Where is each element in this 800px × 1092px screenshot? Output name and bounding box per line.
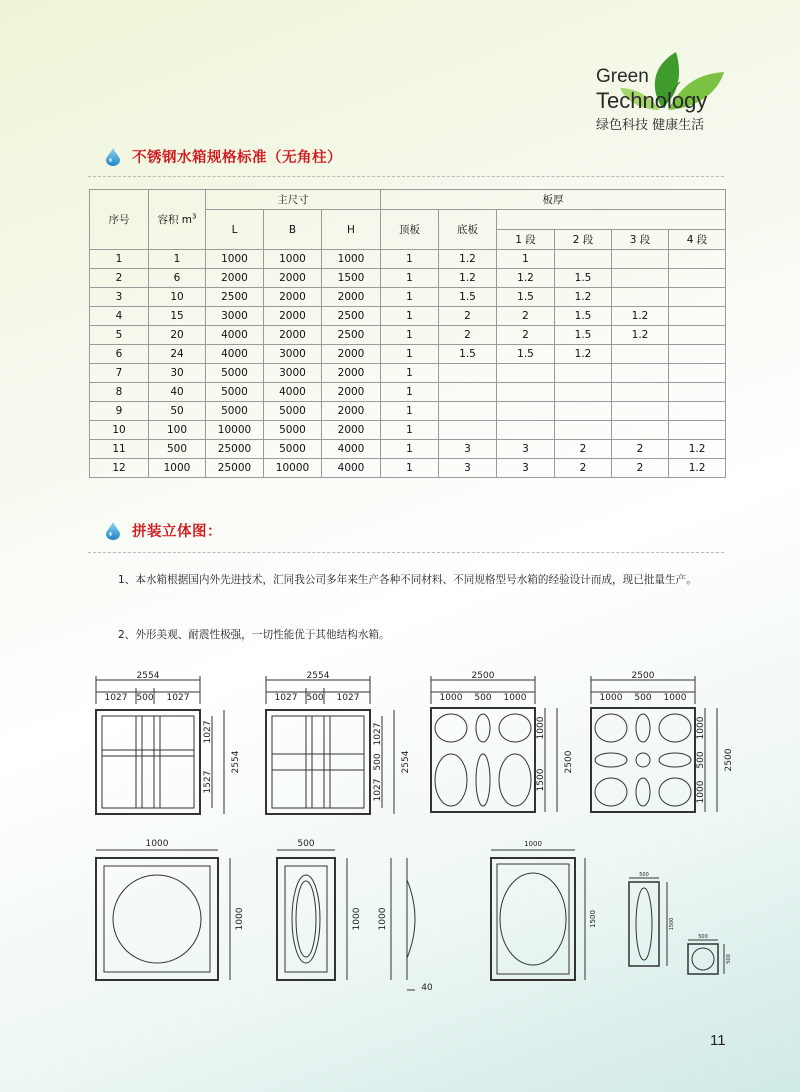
table-cell: 3 bbox=[439, 459, 497, 478]
table-cell bbox=[612, 269, 669, 288]
table-cell: 24 bbox=[149, 345, 206, 364]
drawing-panel-6 bbox=[688, 934, 732, 974]
table-cell: 3 bbox=[497, 459, 555, 478]
table-row bbox=[90, 440, 726, 459]
table-cell: 9 bbox=[90, 402, 149, 421]
svg-text:1027: 1027 bbox=[373, 778, 383, 802]
brand-word-technology: Technology bbox=[596, 88, 708, 113]
table-row bbox=[90, 326, 726, 345]
table-cell bbox=[612, 288, 669, 307]
drawing-tank-3 bbox=[431, 671, 574, 812]
table-cell: 5000 bbox=[264, 440, 322, 459]
table-cell: 1.2 bbox=[555, 288, 612, 307]
svg-text:1000: 1000 bbox=[663, 693, 687, 703]
dim-total: 2554 bbox=[136, 671, 160, 681]
water-drop-icon bbox=[106, 148, 120, 166]
page-number: 11 bbox=[710, 1032, 726, 1049]
table-cell: 2500 bbox=[322, 307, 381, 326]
table-cell: 1000 bbox=[149, 459, 206, 478]
table-cell: 1.5 bbox=[555, 307, 612, 326]
svg-text:1000: 1000 bbox=[696, 716, 706, 740]
table-cell: 2 bbox=[497, 307, 555, 326]
table-cell: 2000 bbox=[264, 288, 322, 307]
svg-text:1500: 1500 bbox=[669, 917, 675, 931]
table-cell bbox=[439, 402, 497, 421]
table-cell: 6 bbox=[90, 345, 149, 364]
svg-text:1000: 1000 bbox=[439, 693, 463, 703]
table-cell: 10000 bbox=[264, 459, 322, 478]
table-cell: 2000 bbox=[322, 402, 381, 421]
table-cell: 2000 bbox=[264, 326, 322, 345]
table-row bbox=[90, 402, 726, 421]
table-cell: 2 bbox=[555, 440, 612, 459]
drawing-tank-2 bbox=[266, 671, 411, 814]
table-cell: 1.5 bbox=[439, 345, 497, 364]
table-cell: 2 bbox=[90, 269, 149, 288]
table-cell: 3000 bbox=[206, 307, 264, 326]
table-cell: 1000 bbox=[264, 250, 322, 269]
table-cell bbox=[439, 364, 497, 383]
table-cell bbox=[669, 402, 726, 421]
table-cell: 2 bbox=[439, 326, 497, 345]
table-cell: 1000 bbox=[322, 250, 381, 269]
table-row bbox=[90, 364, 726, 383]
table-cell: 1 bbox=[381, 440, 439, 459]
svg-text:500: 500 bbox=[696, 751, 706, 769]
table-cell: 2000 bbox=[322, 421, 381, 440]
table-cell: 1.2 bbox=[612, 307, 669, 326]
table-row bbox=[90, 345, 726, 364]
table-cell: 3000 bbox=[264, 364, 322, 383]
svg-text:2500: 2500 bbox=[724, 748, 734, 772]
table-cell: 2000 bbox=[322, 288, 381, 307]
table-row bbox=[90, 421, 726, 440]
table-cell: 7 bbox=[90, 364, 149, 383]
svg-text:500: 500 bbox=[634, 693, 652, 703]
svg-text:1027: 1027 bbox=[336, 693, 360, 703]
table-cell: 6 bbox=[149, 269, 206, 288]
table-cell: 2000 bbox=[264, 307, 322, 326]
header-seg2: 2 段 bbox=[555, 230, 612, 250]
section-title-spec bbox=[106, 146, 342, 167]
table-cell: 1.5 bbox=[439, 288, 497, 307]
svg-text:1027: 1027 bbox=[203, 720, 213, 744]
table-cell: 1 bbox=[149, 250, 206, 269]
table-cell bbox=[497, 383, 555, 402]
table-cell bbox=[669, 288, 726, 307]
svg-text:2554: 2554 bbox=[306, 671, 330, 681]
svg-text:1500: 1500 bbox=[589, 910, 597, 928]
svg-text:500: 500 bbox=[474, 693, 492, 703]
svg-text:1000: 1000 bbox=[524, 840, 542, 848]
table-cell: 1.2 bbox=[555, 345, 612, 364]
table-cell: 1 bbox=[381, 345, 439, 364]
table-cell bbox=[439, 383, 497, 402]
table-cell: 10 bbox=[149, 288, 206, 307]
header-main-size: 主尺寸 bbox=[206, 190, 381, 210]
table-cell bbox=[497, 402, 555, 421]
section-title-text: 拼装立体图： bbox=[132, 524, 222, 540]
table-cell: 4000 bbox=[264, 383, 322, 402]
table-cell: 1.2 bbox=[669, 459, 726, 478]
table-cell: 2 bbox=[612, 440, 669, 459]
table-cell bbox=[497, 421, 555, 440]
header-top-plate: 顶板 bbox=[381, 210, 439, 250]
table-cell: 2500 bbox=[322, 326, 381, 345]
header-bottom-plate: 底板 bbox=[439, 210, 497, 250]
table-cell: 1 bbox=[90, 250, 149, 269]
table-row bbox=[90, 269, 726, 288]
svg-text:1000: 1000 bbox=[696, 780, 706, 804]
table-cell: 5000 bbox=[206, 364, 264, 383]
table-cell bbox=[612, 383, 669, 402]
table-cell: 5000 bbox=[206, 383, 264, 402]
drawing-panel-4 bbox=[491, 840, 597, 980]
table-cell: 1.2 bbox=[439, 269, 497, 288]
drawing-tank-1 bbox=[96, 671, 241, 814]
table-row bbox=[90, 459, 726, 478]
table-cell: 1 bbox=[381, 250, 439, 269]
table-row bbox=[90, 383, 726, 402]
table-cell: 5000 bbox=[264, 421, 322, 440]
table-cell bbox=[555, 421, 612, 440]
table-cell: 1.5 bbox=[497, 345, 555, 364]
table-cell: 4000 bbox=[322, 459, 381, 478]
svg-text:2500: 2500 bbox=[564, 750, 574, 774]
table-cell: 4 bbox=[90, 307, 149, 326]
table-cell: 4000 bbox=[206, 345, 264, 364]
header-segments-blank bbox=[497, 210, 726, 230]
drawing-tank-4 bbox=[591, 671, 734, 812]
section-title-assembly bbox=[106, 520, 222, 541]
svg-text:1027: 1027 bbox=[166, 693, 190, 703]
table-cell: 1000 bbox=[206, 250, 264, 269]
table-cell: 2 bbox=[439, 307, 497, 326]
table-cell: 3 bbox=[90, 288, 149, 307]
table-cell: 500 bbox=[149, 440, 206, 459]
brand-logo bbox=[590, 48, 730, 133]
svg-text:500: 500 bbox=[698, 934, 708, 940]
svg-text:1027: 1027 bbox=[373, 722, 383, 746]
svg-text:1000: 1000 bbox=[536, 716, 546, 740]
table-cell bbox=[669, 364, 726, 383]
table-cell: 1 bbox=[381, 269, 439, 288]
table-cell: 1 bbox=[381, 364, 439, 383]
drawing-panel-3 bbox=[378, 858, 433, 993]
paragraph-2: 2、外形美观、耐震性极强，一切性能优于其他结构水箱。 bbox=[118, 629, 390, 641]
table-cell bbox=[497, 364, 555, 383]
table-cell: 40 bbox=[149, 383, 206, 402]
table-cell: 1 bbox=[381, 459, 439, 478]
svg-text:1000: 1000 bbox=[235, 907, 245, 931]
table-cell bbox=[555, 364, 612, 383]
header-index: 序号 bbox=[90, 190, 149, 250]
drawing-panel-2 bbox=[277, 839, 362, 980]
svg-text:500: 500 bbox=[639, 872, 649, 878]
paragraph-1: 1、本水箱根据国内外先进技术，汇同我公司多年来生产各种不同材料、不同规格型号水箱的经验设计而成，现已批量生产。 bbox=[118, 574, 697, 586]
table-cell: 1 bbox=[381, 421, 439, 440]
table-cell: 5000 bbox=[264, 402, 322, 421]
water-drop-icon bbox=[106, 522, 120, 540]
table-cell: 3 bbox=[497, 440, 555, 459]
table-cell: 2 bbox=[612, 459, 669, 478]
table-cell bbox=[612, 364, 669, 383]
table-cell: 25000 bbox=[206, 440, 264, 459]
table-cell bbox=[669, 326, 726, 345]
brand-word-green: Green bbox=[596, 66, 649, 87]
table-cell bbox=[555, 402, 612, 421]
svg-text:500: 500 bbox=[726, 954, 732, 964]
table-cell: 10 bbox=[90, 421, 149, 440]
svg-text:1000: 1000 bbox=[145, 839, 169, 849]
svg-text:2554: 2554 bbox=[401, 750, 411, 774]
svg-text:500: 500 bbox=[297, 839, 315, 849]
table-cell: 8 bbox=[90, 383, 149, 402]
table-cell: 1.2 bbox=[439, 250, 497, 269]
table-cell: 2000 bbox=[322, 364, 381, 383]
table-cell bbox=[612, 345, 669, 364]
header-L: L bbox=[206, 210, 264, 250]
table-row bbox=[90, 250, 726, 269]
svg-text:1027: 1027 bbox=[104, 693, 128, 703]
table-cell: 5000 bbox=[206, 402, 264, 421]
table-cell: 30 bbox=[149, 364, 206, 383]
header-seg1: 1 段 bbox=[497, 230, 555, 250]
table-cell: 20 bbox=[149, 326, 206, 345]
svg-text:500: 500 bbox=[373, 753, 383, 771]
table-cell: 1 bbox=[381, 288, 439, 307]
table-cell: 1.2 bbox=[612, 326, 669, 345]
table-cell bbox=[555, 250, 612, 269]
svg-text:1500: 1500 bbox=[536, 768, 546, 792]
table-cell bbox=[669, 383, 726, 402]
svg-text:1000: 1000 bbox=[352, 907, 362, 931]
header-seg3: 3 段 bbox=[612, 230, 669, 250]
table-cell bbox=[669, 250, 726, 269]
table-cell bbox=[669, 269, 726, 288]
table-cell: 2000 bbox=[264, 269, 322, 288]
table-cell: 50 bbox=[149, 402, 206, 421]
table-cell: 1.5 bbox=[555, 326, 612, 345]
section-title-text: 不锈钢水箱规格标准（无角柱） bbox=[132, 150, 342, 166]
svg-text:1027: 1027 bbox=[274, 693, 298, 703]
svg-text:2500: 2500 bbox=[631, 671, 655, 681]
table-cell bbox=[612, 421, 669, 440]
table-cell: 1.2 bbox=[669, 440, 726, 459]
divider bbox=[88, 176, 724, 177]
table-cell: 2 bbox=[555, 459, 612, 478]
table-cell bbox=[555, 383, 612, 402]
header-B: B bbox=[264, 210, 322, 250]
table-cell: 2 bbox=[497, 326, 555, 345]
table-cell: 1 bbox=[381, 402, 439, 421]
table-cell: 1 bbox=[381, 326, 439, 345]
table-cell bbox=[669, 421, 726, 440]
drawing-panel-5 bbox=[629, 872, 675, 966]
table-cell: 1.5 bbox=[497, 288, 555, 307]
table-cell: 1.2 bbox=[497, 269, 555, 288]
table-cell: 2000 bbox=[322, 345, 381, 364]
svg-text:40: 40 bbox=[421, 983, 433, 993]
svg-text:1000: 1000 bbox=[503, 693, 527, 703]
table-cell: 1.5 bbox=[555, 269, 612, 288]
table-cell: 2000 bbox=[322, 383, 381, 402]
table-cell bbox=[612, 402, 669, 421]
table-cell bbox=[612, 250, 669, 269]
table-cell bbox=[669, 307, 726, 326]
table-cell: 4000 bbox=[206, 326, 264, 345]
svg-text:1000: 1000 bbox=[599, 693, 623, 703]
spec-table bbox=[89, 189, 726, 478]
table-cell bbox=[669, 345, 726, 364]
table-cell: 25000 bbox=[206, 459, 264, 478]
svg-text:500: 500 bbox=[306, 693, 324, 703]
table-cell: 2500 bbox=[206, 288, 264, 307]
header-volume: 容积 $m^3$ bbox=[149, 190, 206, 250]
divider bbox=[88, 552, 724, 553]
table-row bbox=[90, 288, 726, 307]
table-cell: 3000 bbox=[264, 345, 322, 364]
svg-text:1000: 1000 bbox=[378, 907, 388, 931]
table-cell: 3 bbox=[439, 440, 497, 459]
table-cell: 11 bbox=[90, 440, 149, 459]
table-cell: 2000 bbox=[206, 269, 264, 288]
svg-text:500: 500 bbox=[136, 693, 154, 703]
table-cell: 100 bbox=[149, 421, 206, 440]
table-cell: 12 bbox=[90, 459, 149, 478]
table-cell bbox=[439, 421, 497, 440]
svg-text:1527: 1527 bbox=[203, 770, 213, 794]
assembly-drawings bbox=[80, 660, 740, 1000]
header-H: H bbox=[322, 210, 381, 250]
svg-text:2554: 2554 bbox=[231, 750, 241, 774]
table-cell: 5 bbox=[90, 326, 149, 345]
header-thickness: 板厚 bbox=[381, 190, 726, 210]
brand-tagline: 绿色科技 健康生活 bbox=[596, 118, 705, 133]
table-cell: 1 bbox=[381, 307, 439, 326]
drawing-panel-1 bbox=[96, 839, 245, 980]
table-cell: 1500 bbox=[322, 269, 381, 288]
table-cell: 4000 bbox=[322, 440, 381, 459]
svg-text:2500: 2500 bbox=[471, 671, 495, 681]
table-cell: 15 bbox=[149, 307, 206, 326]
table-cell: 1 bbox=[497, 250, 555, 269]
table-cell: 1 bbox=[381, 383, 439, 402]
table-cell: 10000 bbox=[206, 421, 264, 440]
header-seg4: 4 段 bbox=[669, 230, 726, 250]
table-row bbox=[90, 307, 726, 326]
